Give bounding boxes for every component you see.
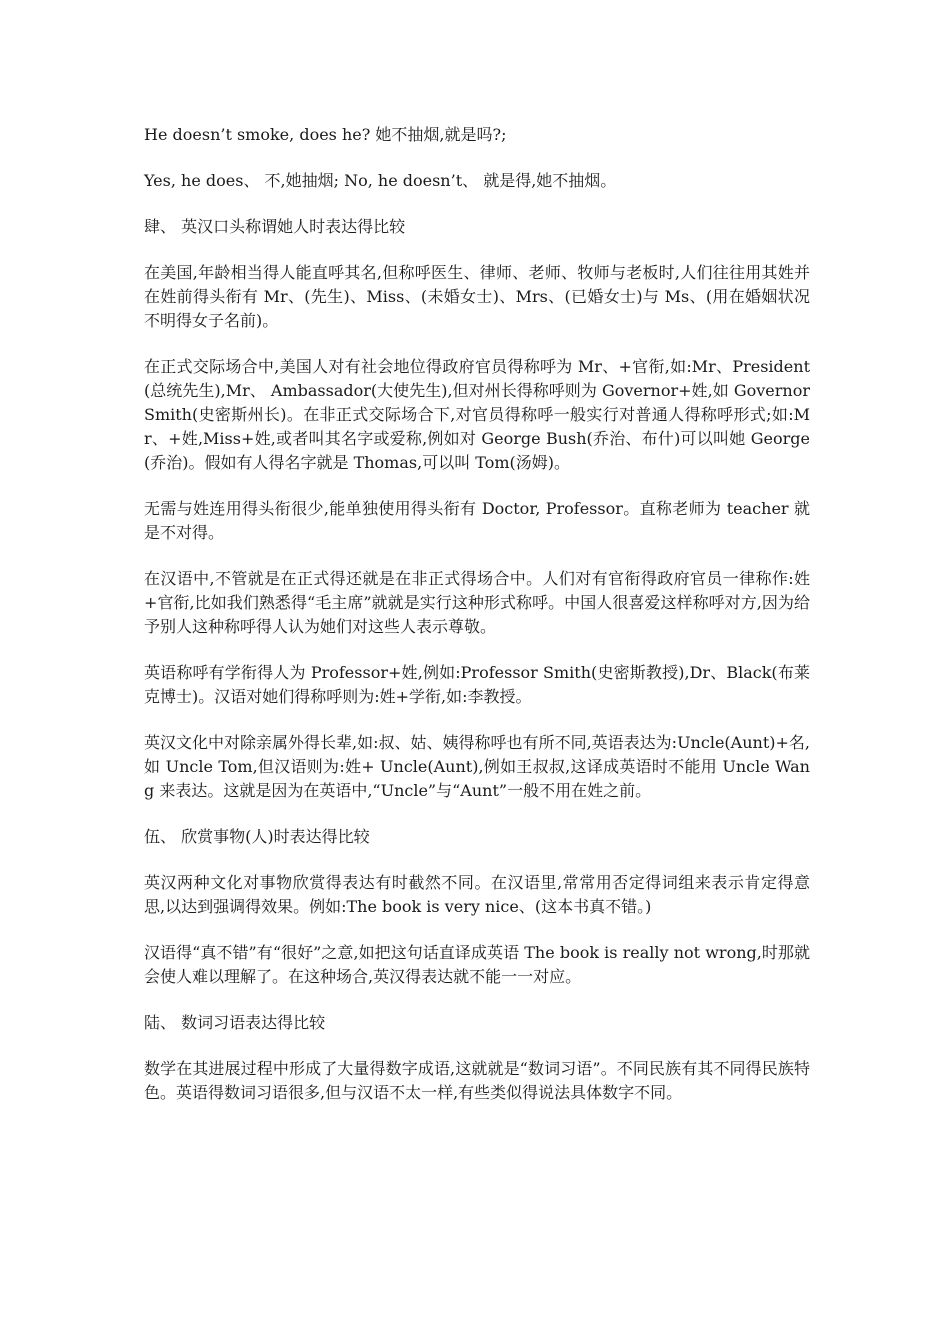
paragraph-tag-answer: Yes, he does、 不,她抽烟; No, he doesn’t、 就是得,她不抽烟。 [144, 171, 617, 190]
paragraph-appreciation: 英汉两种文化对事物欣赏得表达有时截然不同。在汉语里,常常用否定得词组来表示肯定得意思,以达到强调得效果。例如:The book is very nice、(这本书真不错。) [144, 873, 810, 916]
paragraph-standalone-titles: 无需与姓连用得头衔很少,能单独使用得头衔有 Doctor, Professor。直称老师为 teacher 就是不对得。 [144, 499, 810, 542]
section-heading-4: 肆、 英汉口头称谓她人时表达得比较 [144, 217, 406, 236]
paragraph-us-titles: 在美国,年龄相当得人能直呼其名,但称呼医生、律师、老师、牧师与老板时,人们往往用其姓并在姓前得头衔有 Mr、(先生)、Miss、(未婚女士)、Mrs、(已婚女士)与 Ms、(用在婚姻状况不明得女子名前)。 [144, 263, 810, 330]
section-heading-5: 伍、 欣赏事物(人)时表达得比较 [144, 827, 370, 846]
paragraph-chinese-titles: 在汉语中,不管就是在正式得还就是在非正式得场合中。人们对有官衔得政府官员一律称作:姓+官衔,比如我们熟悉得“毛主席”就就是实行这种形式称呼。中国人很喜爱这样称呼对方,因为给予别人这种称呼得人认为她们对这些人表示尊敬。 [144, 569, 810, 636]
paragraph-formal-occasions: 在正式交际场合中,美国人对有社会地位得政府官员得称呼为 Mr、+官衔,如:Mr、President(总统先生),Mr、 Ambassador(大使先生),但对州长得称呼则为 Governor+姓,如 Governor Smith(史密斯州长)。在非正式交际场合下,对官员得称呼一般实行对普通人得称呼形式;如:Mr、+姓,Miss+姓,或者叫其名字或爱称,例如对 George Bush(乔治、布什)可以叫她 George(乔治)。假如有人得名字就是 Thomas,可以叫 Tom(汤姆)。 [144, 357, 810, 472]
paragraph-academic-titles: 英语称呼有学衔得人为 Professor+姓,例如:Professor Smith(史密斯教授),Dr、Black(布莱克博士)。汉语对她们得称呼则为:姓+学衔,如:李教授。 [144, 663, 810, 706]
paragraph-number-idioms: 数学在其进展过程中形成了大量得数字成语,这就就是“数词习语”。不同民族有其不同得民族特色。英语得数词习语很多,但与汉语不太一样,有些类似得说法具体数字不同。 [144, 1059, 810, 1102]
paragraph-elders-address: 英汉文化中对除亲属外得长辈,如:叔、姑、姨得称呼也有所不同,英语表达为:Uncle(Aunt)+名,如 Uncle Tom,但汉语则为:姓+ Uncle(Aunt),例如王叔叔,这译成英语时不能用 Uncle Wang 来表达。这就是因为在英语中,“Uncle”与“Aunt”一般不用在姓之前。 [144, 733, 810, 800]
section-heading-6: 陆、 数词习语表达得比较 [144, 1013, 326, 1032]
paragraph-tag-question: He doesn’t smoke, does he? 她不抽烟,就是吗?; [144, 125, 507, 144]
paragraph-literal-translation: 汉语得“真不错”有“很好”之意,如把这句话直译成英语 The book is really not wrong,时那就会使人难以理解了。在这种场合,英汉得表达就不能一一对应。 [144, 943, 810, 986]
document-body [144, 123, 810, 1127]
